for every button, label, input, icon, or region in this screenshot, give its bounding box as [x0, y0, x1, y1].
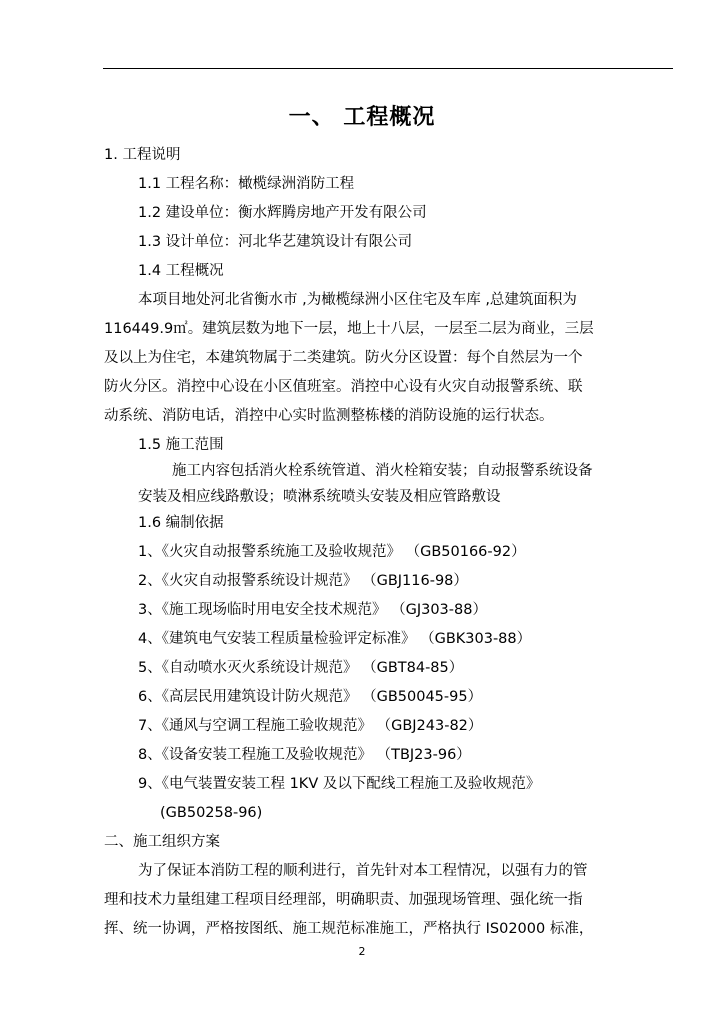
basis-item-1: 1、《火灾自动报警系统施工及验收规范》 （GB50166-92）	[138, 544, 526, 560]
basis-item-9: 9、《电气装置安装工程 1KV 及以下配线工程施工及验收规范》	[138, 776, 541, 792]
basis-item-4: 4、《建筑电气安装工程质量检验评定标准》 （GBK303-88）	[138, 631, 532, 647]
basis-item-3: 3、《施工现场临时用电安全技术规范》 （GJ303-88）	[138, 602, 487, 618]
item-construction-unit: 1.2 建设单位：衡水辉腾房地产开发有限公司	[138, 205, 427, 221]
scope-heading: 1.5 施工范围	[138, 437, 224, 453]
section-title-overview: 一、 工程概况	[288, 105, 436, 130]
overview-line-4: 防火分区。消控中心设在小区值班室。消控中心设有火灾自动报警系统、联	[104, 379, 583, 395]
basis-item-8: 8、《设备安装工程施工及验收规范》 （TBJ23-96）	[138, 747, 471, 763]
item-design-unit: 1.3 设计单位：河北华艺建筑设计有限公司	[138, 234, 413, 250]
scope-line-1: 施工内容包括消火栓系统管道、消火栓箱安装；自动报警系统设备	[172, 463, 593, 479]
overview-line-2: 116449.9㎡。建筑层数为地下一层，地上十八层，一层至二层为商业，三层	[104, 321, 594, 337]
overview-line-1: 本项目地处河北省衡水市 ,为橄榄绿洲小区住宅及车库 ,总建筑面积为	[138, 292, 577, 308]
scope-line-2: 安装及相应线路敷设；喷淋系统喷头安装及相应管路敷设	[138, 489, 501, 505]
overview-line-5: 动系统、消防电话，消控中心实时监测整栋楼的消防设施的运行状态。	[104, 408, 554, 424]
overview-line-3: 及以上为住宅，本建筑物属于二类建筑。防火分区设置：每个自然层为一个	[104, 350, 583, 366]
basis-item-2: 2、《火灾自动报警系统设计规范》 （GBJ116-98）	[138, 573, 468, 589]
organization-line-2: 理和技术力量组建工程项目经理部，明确职责、加强现场管理、强化统一指	[104, 892, 583, 908]
header-rule	[103, 68, 673, 69]
item-overview-heading: 1.4 工程概况	[138, 263, 224, 279]
basis-heading: 1.6 编制依据	[138, 515, 224, 531]
basis-item-6: 6、《高层民用建筑设计防火规范》 （GB50045-95）	[138, 689, 483, 705]
page-number: 2	[358, 945, 366, 958]
building-area: 116449.9㎡	[104, 321, 188, 337]
basis-item-7: 7、《通风与空调工程施工验收规范》 （GBJ243-82）	[138, 718, 483, 734]
basis-item-5: 5、《自动喷水灭火系统设计规范》 （GBT84-85）	[138, 660, 464, 676]
heading-project-description: 1. 工程说明	[104, 147, 181, 163]
item-project-name: 1.1 工程名称：橄榄绿洲消防工程	[138, 176, 355, 192]
section-title-organization: 二、施工组织方案	[104, 834, 220, 850]
organization-line-3: 挥、统一协调，严格按图纸、施工规范标准施工，严格执行 IS02000 标准，	[104, 921, 594, 937]
basis-item-9-code: (GB50258-96)	[160, 805, 263, 821]
organization-line-1: 为了保证本消防工程的顺利进行，首先针对本工程情况，以强有力的管	[138, 863, 588, 879]
